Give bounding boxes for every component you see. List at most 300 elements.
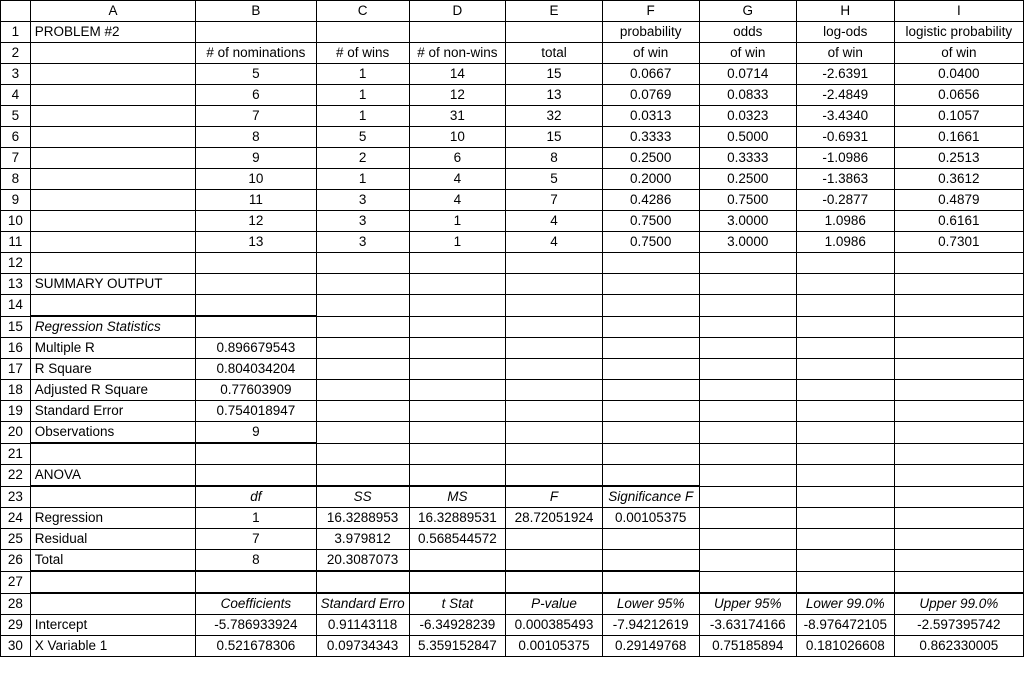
cell-h27[interactable] (796, 571, 894, 593)
row-header[interactable]: 25 (1, 529, 31, 550)
cell-d24[interactable]: 16.32889531 (409, 508, 506, 529)
cell-a6[interactable] (30, 127, 196, 148)
cell-d20[interactable] (409, 422, 506, 444)
row-header[interactable]: 2 (1, 43, 31, 64)
cell-c6[interactable]: 5 (316, 127, 409, 148)
cell-a28[interactable] (30, 593, 196, 615)
cell-d10[interactable]: 1 (409, 211, 506, 232)
cell-h4[interactable]: -2.4849 (796, 85, 894, 106)
cell-e1[interactable] (506, 22, 603, 43)
cell-g16[interactable] (699, 338, 796, 359)
cell-i14[interactable] (894, 295, 1023, 317)
cell-e23[interactable]: F (506, 486, 603, 508)
cell-e22[interactable] (506, 465, 603, 487)
cell-a16[interactable]: Multiple R (30, 338, 196, 359)
cell-a17[interactable]: R Square (30, 359, 196, 380)
cell-e12[interactable] (506, 253, 603, 274)
cell-e8[interactable]: 5 (506, 169, 603, 190)
cell-f2[interactable]: of win (602, 43, 699, 64)
cell-c28[interactable]: Standard Erro (316, 593, 409, 615)
cell-h15[interactable] (796, 316, 894, 338)
cell-f19[interactable] (602, 401, 699, 422)
cell-f21[interactable] (602, 443, 699, 465)
cell-e14[interactable] (506, 295, 603, 317)
cell-g12[interactable] (699, 253, 796, 274)
cell-i12[interactable] (894, 253, 1023, 274)
cell-e4[interactable]: 13 (506, 85, 603, 106)
row-header[interactable]: 26 (1, 550, 31, 572)
cell-i13[interactable] (894, 274, 1023, 295)
cell-f15[interactable] (602, 316, 699, 338)
cell-d8[interactable]: 4 (409, 169, 506, 190)
cell-d19[interactable] (409, 401, 506, 422)
cell-f16[interactable] (602, 338, 699, 359)
cell-d9[interactable]: 4 (409, 190, 506, 211)
cell-b3[interactable]: 5 (196, 64, 316, 85)
cell-e19[interactable] (506, 401, 603, 422)
cell-c10[interactable]: 3 (316, 211, 409, 232)
cell-f24[interactable]: 0.00105375 (602, 508, 699, 529)
cell-a21[interactable] (30, 443, 196, 465)
row-header[interactable]: 19 (1, 401, 31, 422)
cell-d13[interactable] (409, 274, 506, 295)
cell-c8[interactable]: 1 (316, 169, 409, 190)
cell-a8[interactable] (30, 169, 196, 190)
cell-h5[interactable]: -3.4340 (796, 106, 894, 127)
row-header[interactable]: 6 (1, 127, 31, 148)
cell-c24[interactable]: 16.3288953 (316, 508, 409, 529)
cell-h29[interactable]: -8.976472105 (796, 615, 894, 636)
cell-d14[interactable] (409, 295, 506, 317)
cell-e26[interactable] (506, 550, 603, 572)
cell-c22[interactable] (316, 465, 409, 487)
cell-b1[interactable] (196, 22, 316, 43)
cell-a26[interactable]: Total (30, 550, 196, 572)
cell-b27[interactable] (196, 571, 316, 593)
column-header-c[interactable]: C (316, 1, 409, 22)
cell-c1[interactable] (316, 22, 409, 43)
cell-a1[interactable]: PROBLEM #2 (30, 22, 196, 43)
cell-h24[interactable] (796, 508, 894, 529)
cell-c2[interactable]: # of wins (316, 43, 409, 64)
row-header[interactable]: 1 (1, 22, 31, 43)
cell-a23[interactable] (30, 486, 196, 508)
row-header[interactable]: 30 (1, 636, 31, 657)
cell-g26[interactable] (699, 550, 796, 572)
cell-c7[interactable]: 2 (316, 148, 409, 169)
cell-e5[interactable]: 32 (506, 106, 603, 127)
cell-b6[interactable]: 8 (196, 127, 316, 148)
cell-i9[interactable]: 0.4879 (894, 190, 1023, 211)
cell-g7[interactable]: 0.3333 (699, 148, 796, 169)
cell-g23[interactable] (699, 486, 796, 508)
cell-i6[interactable]: 0.1661 (894, 127, 1023, 148)
cell-a11[interactable] (30, 232, 196, 253)
cell-f17[interactable] (602, 359, 699, 380)
cell-f30[interactable]: 0.29149768 (602, 636, 699, 657)
cell-h21[interactable] (796, 443, 894, 465)
cell-d5[interactable]: 31 (409, 106, 506, 127)
cell-g18[interactable] (699, 380, 796, 401)
cell-e21[interactable] (506, 443, 603, 465)
cell-d11[interactable]: 1 (409, 232, 506, 253)
cell-c5[interactable]: 1 (316, 106, 409, 127)
cell-d6[interactable]: 10 (409, 127, 506, 148)
cell-i7[interactable]: 0.2513 (894, 148, 1023, 169)
cell-c11[interactable]: 3 (316, 232, 409, 253)
cell-a19[interactable]: Standard Error (30, 401, 196, 422)
cell-b24[interactable]: 1 (196, 508, 316, 529)
cell-f9[interactable]: 0.4286 (602, 190, 699, 211)
cell-i16[interactable] (894, 338, 1023, 359)
cell-i29[interactable]: -2.597395742 (894, 615, 1023, 636)
cell-h3[interactable]: -2.6391 (796, 64, 894, 85)
cell-e9[interactable]: 7 (506, 190, 603, 211)
cell-i21[interactable] (894, 443, 1023, 465)
cell-b19[interactable]: 0.754018947 (196, 401, 316, 422)
cell-b2[interactable]: # of nominations (196, 43, 316, 64)
cell-h22[interactable] (796, 465, 894, 487)
cell-a12[interactable] (30, 253, 196, 274)
cell-a25[interactable]: Residual (30, 529, 196, 550)
cell-c23[interactable]: SS (316, 486, 409, 508)
cell-g2[interactable]: of win (699, 43, 796, 64)
cell-b28[interactable]: Coefficients (196, 593, 316, 615)
cell-e16[interactable] (506, 338, 603, 359)
cell-e7[interactable]: 8 (506, 148, 603, 169)
row-header[interactable]: 27 (1, 571, 31, 593)
cell-h18[interactable] (796, 380, 894, 401)
cell-f10[interactable]: 0.7500 (602, 211, 699, 232)
cell-b26[interactable]: 8 (196, 550, 316, 572)
cell-f25[interactable] (602, 529, 699, 550)
cell-e25[interactable] (506, 529, 603, 550)
cell-c20[interactable] (316, 422, 409, 444)
cell-a10[interactable] (30, 211, 196, 232)
column-header-a[interactable]: A (30, 1, 196, 22)
column-header-e[interactable]: E (506, 1, 603, 22)
cell-c3[interactable]: 1 (316, 64, 409, 85)
cell-a30[interactable]: X Variable 1 (30, 636, 196, 657)
cell-e17[interactable] (506, 359, 603, 380)
cell-i2[interactable]: of win (894, 43, 1023, 64)
cell-b29[interactable]: -5.786933924 (196, 615, 316, 636)
cell-b11[interactable]: 13 (196, 232, 316, 253)
cell-g13[interactable] (699, 274, 796, 295)
cell-a29[interactable]: Intercept (30, 615, 196, 636)
cell-e20[interactable] (506, 422, 603, 444)
cell-d1[interactable] (409, 22, 506, 43)
cell-g21[interactable] (699, 443, 796, 465)
cell-f6[interactable]: 0.3333 (602, 127, 699, 148)
cell-g25[interactable] (699, 529, 796, 550)
cell-h17[interactable] (796, 359, 894, 380)
column-header-d[interactable]: D (409, 1, 506, 22)
cell-g6[interactable]: 0.5000 (699, 127, 796, 148)
cell-e11[interactable]: 4 (506, 232, 603, 253)
cell-d2[interactable]: # of non-wins (409, 43, 506, 64)
cell-i11[interactable]: 0.7301 (894, 232, 1023, 253)
select-all-corner[interactable] (1, 1, 31, 22)
cell-a7[interactable] (30, 148, 196, 169)
row-header[interactable]: 21 (1, 443, 31, 465)
cell-f7[interactable]: 0.2500 (602, 148, 699, 169)
row-header[interactable]: 7 (1, 148, 31, 169)
row-header[interactable]: 3 (1, 64, 31, 85)
cell-i23[interactable] (894, 486, 1023, 508)
row-header[interactable]: 15 (1, 316, 31, 338)
row-header[interactable]: 14 (1, 295, 31, 317)
cell-g29[interactable]: -3.63174166 (699, 615, 796, 636)
cell-d3[interactable]: 14 (409, 64, 506, 85)
cell-i8[interactable]: 0.3612 (894, 169, 1023, 190)
row-header[interactable]: 12 (1, 253, 31, 274)
cell-c15[interactable] (316, 316, 409, 338)
cell-e30[interactable]: 0.00105375 (506, 636, 603, 657)
cell-c30[interactable]: 0.09734343 (316, 636, 409, 657)
cell-i10[interactable]: 0.6161 (894, 211, 1023, 232)
cell-h2[interactable]: of win (796, 43, 894, 64)
cell-d15[interactable] (409, 316, 506, 338)
cell-f26[interactable] (602, 550, 699, 572)
cell-f28[interactable]: Lower 95% (602, 593, 699, 615)
cell-h10[interactable]: 1.0986 (796, 211, 894, 232)
cell-d26[interactable] (409, 550, 506, 572)
cell-g22[interactable] (699, 465, 796, 487)
cell-h13[interactable] (796, 274, 894, 295)
cell-a13[interactable]: SUMMARY OUTPUT (30, 274, 196, 295)
cell-i20[interactable] (894, 422, 1023, 444)
cell-f11[interactable]: 0.7500 (602, 232, 699, 253)
cell-i3[interactable]: 0.0400 (894, 64, 1023, 85)
cell-d22[interactable] (409, 465, 506, 487)
cell-b18[interactable]: 0.77603909 (196, 380, 316, 401)
cell-g14[interactable] (699, 295, 796, 317)
cell-e6[interactable]: 15 (506, 127, 603, 148)
cell-g5[interactable]: 0.0323 (699, 106, 796, 127)
cell-h20[interactable] (796, 422, 894, 444)
cell-c16[interactable] (316, 338, 409, 359)
row-header[interactable]: 4 (1, 85, 31, 106)
cell-f3[interactable]: 0.0667 (602, 64, 699, 85)
cell-i25[interactable] (894, 529, 1023, 550)
cell-g8[interactable]: 0.2500 (699, 169, 796, 190)
cell-b22[interactable] (196, 465, 316, 487)
cell-e10[interactable]: 4 (506, 211, 603, 232)
cell-g4[interactable]: 0.0833 (699, 85, 796, 106)
cell-g28[interactable]: Upper 95% (699, 593, 796, 615)
cell-a27[interactable] (30, 571, 196, 593)
cell-d21[interactable] (409, 443, 506, 465)
cell-b13[interactable] (196, 274, 316, 295)
row-header[interactable]: 13 (1, 274, 31, 295)
cell-f8[interactable]: 0.2000 (602, 169, 699, 190)
cell-b14[interactable] (196, 295, 316, 317)
cell-c14[interactable] (316, 295, 409, 317)
cell-h8[interactable]: -1.3863 (796, 169, 894, 190)
row-header[interactable]: 9 (1, 190, 31, 211)
cell-i17[interactable] (894, 359, 1023, 380)
cell-d27[interactable] (409, 571, 506, 593)
cell-h7[interactable]: -1.0986 (796, 148, 894, 169)
cell-h28[interactable]: Lower 99.0% (796, 593, 894, 615)
cell-d23[interactable]: MS (409, 486, 506, 508)
cell-g30[interactable]: 0.75185894 (699, 636, 796, 657)
cell-g24[interactable] (699, 508, 796, 529)
cell-f29[interactable]: -7.94212619 (602, 615, 699, 636)
cell-c12[interactable] (316, 253, 409, 274)
cell-d28[interactable]: t Stat (409, 593, 506, 615)
cell-i24[interactable] (894, 508, 1023, 529)
cell-h6[interactable]: -0.6931 (796, 127, 894, 148)
cell-f13[interactable] (602, 274, 699, 295)
cell-b7[interactable]: 9 (196, 148, 316, 169)
cell-i18[interactable] (894, 380, 1023, 401)
cell-b9[interactable]: 11 (196, 190, 316, 211)
cell-f22[interactable] (602, 465, 699, 487)
cell-i28[interactable]: Upper 99.0% (894, 593, 1023, 615)
cell-e24[interactable]: 28.72051924 (506, 508, 603, 529)
cell-i5[interactable]: 0.1057 (894, 106, 1023, 127)
cell-b5[interactable]: 7 (196, 106, 316, 127)
cell-h30[interactable]: 0.181026608 (796, 636, 894, 657)
cell-h1[interactable]: log-ods (796, 22, 894, 43)
cell-g15[interactable] (699, 316, 796, 338)
row-header[interactable]: 5 (1, 106, 31, 127)
row-header[interactable]: 18 (1, 380, 31, 401)
cell-i22[interactable] (894, 465, 1023, 487)
cell-g9[interactable]: 0.7500 (699, 190, 796, 211)
row-header[interactable]: 8 (1, 169, 31, 190)
row-header[interactable]: 17 (1, 359, 31, 380)
cell-h12[interactable] (796, 253, 894, 274)
cell-h26[interactable] (796, 550, 894, 572)
cell-f12[interactable] (602, 253, 699, 274)
cell-e3[interactable]: 15 (506, 64, 603, 85)
cell-c17[interactable] (316, 359, 409, 380)
column-header-h[interactable]: H (796, 1, 894, 22)
cell-e18[interactable] (506, 380, 603, 401)
cell-c25[interactable]: 3.979812 (316, 529, 409, 550)
cell-i1[interactable]: logistic probability (894, 22, 1023, 43)
cell-h9[interactable]: -0.2877 (796, 190, 894, 211)
cell-h16[interactable] (796, 338, 894, 359)
column-header-b[interactable]: B (196, 1, 316, 22)
cell-c21[interactable] (316, 443, 409, 465)
cell-b30[interactable]: 0.521678306 (196, 636, 316, 657)
cell-b17[interactable]: 0.804034204 (196, 359, 316, 380)
cell-d18[interactable] (409, 380, 506, 401)
cell-i27[interactable] (894, 571, 1023, 593)
cell-b10[interactable]: 12 (196, 211, 316, 232)
cell-g1[interactable]: odds (699, 22, 796, 43)
cell-f20[interactable] (602, 422, 699, 444)
cell-a14[interactable] (30, 295, 196, 317)
cell-a2[interactable] (30, 43, 196, 64)
cell-a24[interactable]: Regression (30, 508, 196, 529)
row-header[interactable]: 22 (1, 465, 31, 487)
cell-e2[interactable]: total (506, 43, 603, 64)
cell-a22[interactable]: ANOVA (30, 465, 196, 487)
cell-e29[interactable]: 0.000385493 (506, 615, 603, 636)
cell-d7[interactable]: 6 (409, 148, 506, 169)
row-header[interactable]: 10 (1, 211, 31, 232)
cell-b12[interactable] (196, 253, 316, 274)
cell-h19[interactable] (796, 401, 894, 422)
cell-b16[interactable]: 0.896679543 (196, 338, 316, 359)
column-header-g[interactable]: G (699, 1, 796, 22)
column-header-i[interactable]: I (894, 1, 1023, 22)
cell-a18[interactable]: Adjusted R Square (30, 380, 196, 401)
cell-h23[interactable] (796, 486, 894, 508)
row-header[interactable]: 29 (1, 615, 31, 636)
cell-b21[interactable] (196, 443, 316, 465)
cell-e13[interactable] (506, 274, 603, 295)
cell-a4[interactable] (30, 85, 196, 106)
row-header[interactable]: 23 (1, 486, 31, 508)
cell-b15[interactable] (196, 316, 316, 338)
cell-f1[interactable]: probability (602, 22, 699, 43)
column-header-f[interactable]: F (602, 1, 699, 22)
cell-c26[interactable]: 20.3087073 (316, 550, 409, 572)
cell-g10[interactable]: 3.0000 (699, 211, 796, 232)
cell-d17[interactable] (409, 359, 506, 380)
cell-c13[interactable] (316, 274, 409, 295)
cell-c27[interactable] (316, 571, 409, 593)
cell-d25[interactable]: 0.568544572 (409, 529, 506, 550)
cell-h25[interactable] (796, 529, 894, 550)
cell-f27[interactable] (602, 571, 699, 593)
row-header[interactable]: 28 (1, 593, 31, 615)
cell-g20[interactable] (699, 422, 796, 444)
row-header[interactable]: 24 (1, 508, 31, 529)
cell-e15[interactable] (506, 316, 603, 338)
cell-i4[interactable]: 0.0656 (894, 85, 1023, 106)
row-header[interactable]: 16 (1, 338, 31, 359)
cell-f14[interactable] (602, 295, 699, 317)
cell-b4[interactable]: 6 (196, 85, 316, 106)
cell-c4[interactable]: 1 (316, 85, 409, 106)
cell-c29[interactable]: 0.91143118 (316, 615, 409, 636)
cell-g3[interactable]: 0.0714 (699, 64, 796, 85)
cell-g11[interactable]: 3.0000 (699, 232, 796, 253)
cell-i26[interactable] (894, 550, 1023, 572)
cell-c19[interactable] (316, 401, 409, 422)
cell-b25[interactable]: 7 (196, 529, 316, 550)
cell-h14[interactable] (796, 295, 894, 317)
cell-f18[interactable] (602, 380, 699, 401)
cell-a5[interactable] (30, 106, 196, 127)
cell-d16[interactable] (409, 338, 506, 359)
cell-g17[interactable] (699, 359, 796, 380)
cell-a3[interactable] (30, 64, 196, 85)
row-header[interactable]: 20 (1, 422, 31, 444)
cell-b8[interactable]: 10 (196, 169, 316, 190)
cell-c9[interactable]: 3 (316, 190, 409, 211)
cell-i15[interactable] (894, 316, 1023, 338)
cell-d4[interactable]: 12 (409, 85, 506, 106)
cell-f23[interactable]: Significance F (602, 486, 699, 508)
cell-e28[interactable]: P-value (506, 593, 603, 615)
cell-a20[interactable]: Observations (30, 422, 196, 444)
cell-h11[interactable]: 1.0986 (796, 232, 894, 253)
cell-b20[interactable]: 9 (196, 422, 316, 444)
cell-f4[interactable]: 0.0769 (602, 85, 699, 106)
cell-d12[interactable] (409, 253, 506, 274)
cell-g27[interactable] (699, 571, 796, 593)
cell-e27[interactable] (506, 571, 603, 593)
cell-b23[interactable]: df (196, 486, 316, 508)
